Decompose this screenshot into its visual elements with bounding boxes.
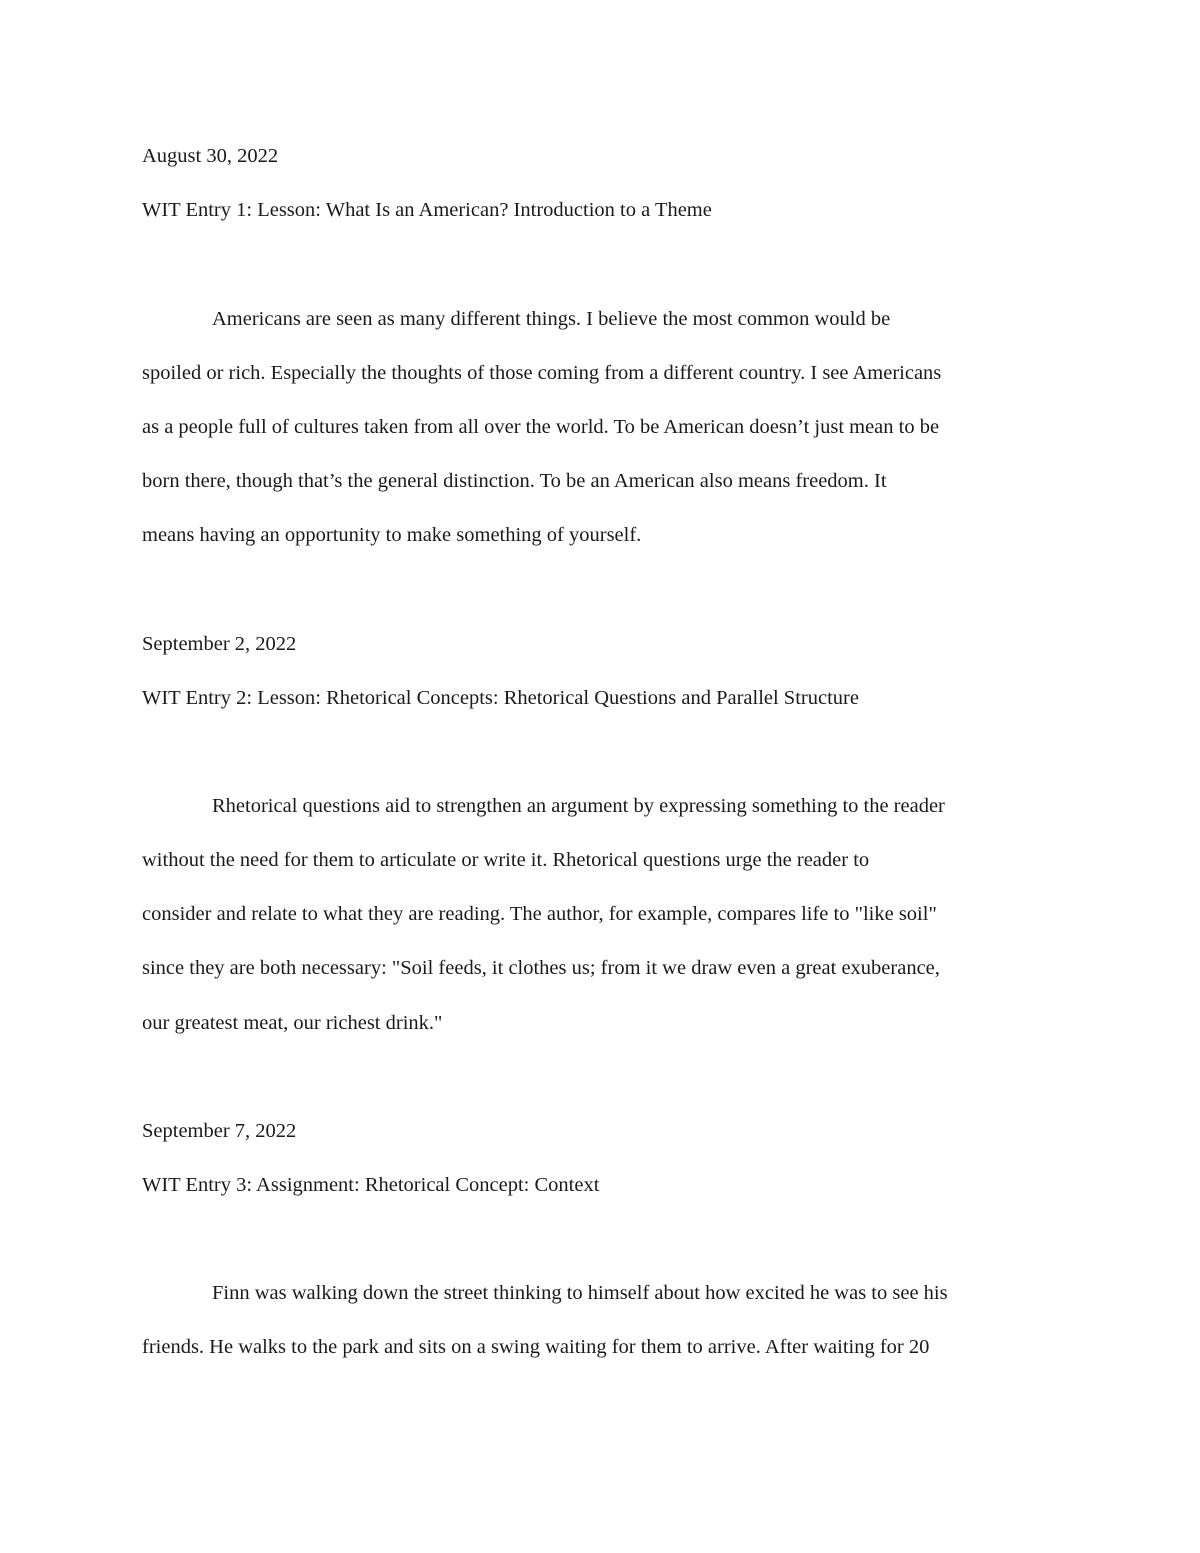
body-line: without the need for them to articulate or write it. Rhetorical questions urge the reader to (142, 849, 870, 871)
body-line: means having an opportunity to make something of yourself. (142, 524, 642, 546)
entry-date: September 2, 2022 (142, 633, 297, 655)
body-line: Finn was walking down the street thinking to himself about how excited he was to see his (212, 1282, 948, 1304)
body-line: spoiled or rich. Especially the thoughts of those coming from a different country. I see Americans (142, 362, 942, 384)
body-line: since they are both necessary: "Soil feeds, it clothes us; from it we draw even a great exuberance, (142, 957, 940, 979)
body-line: born there, though that’s the general distinction. To be an American also means freedom. It (142, 470, 887, 492)
entry-date: August 30, 2022 (142, 145, 279, 167)
body-line: Americans are seen as many different things. I believe the most common would be (212, 308, 891, 330)
entry-title: WIT Entry 2: Lesson: Rhetorical Concepts: Rhetorical Questions and Parallel Structure (142, 687, 859, 709)
body-line: Rhetorical questions aid to strengthen an argument by expressing something to the reader (212, 795, 945, 817)
body-line: as a people full of cultures taken from all over the world. To be American doesn’t just mean to be (142, 416, 940, 438)
body-line: friends. He walks to the park and sits on a swing waiting for them to arrive. After waiting for 20 (142, 1336, 930, 1358)
body-line: our greatest meat, our richest drink." (142, 1012, 443, 1034)
body-line: consider and relate to what they are reading. The author, for example, compares life to "like soil" (142, 903, 937, 925)
entry-date: September 7, 2022 (142, 1120, 297, 1142)
entry-title: WIT Entry 1: Lesson: What Is an American? Introduction to a Theme (142, 199, 712, 221)
entry-title: WIT Entry 3: Assignment: Rhetorical Concept: Context (142, 1174, 600, 1196)
